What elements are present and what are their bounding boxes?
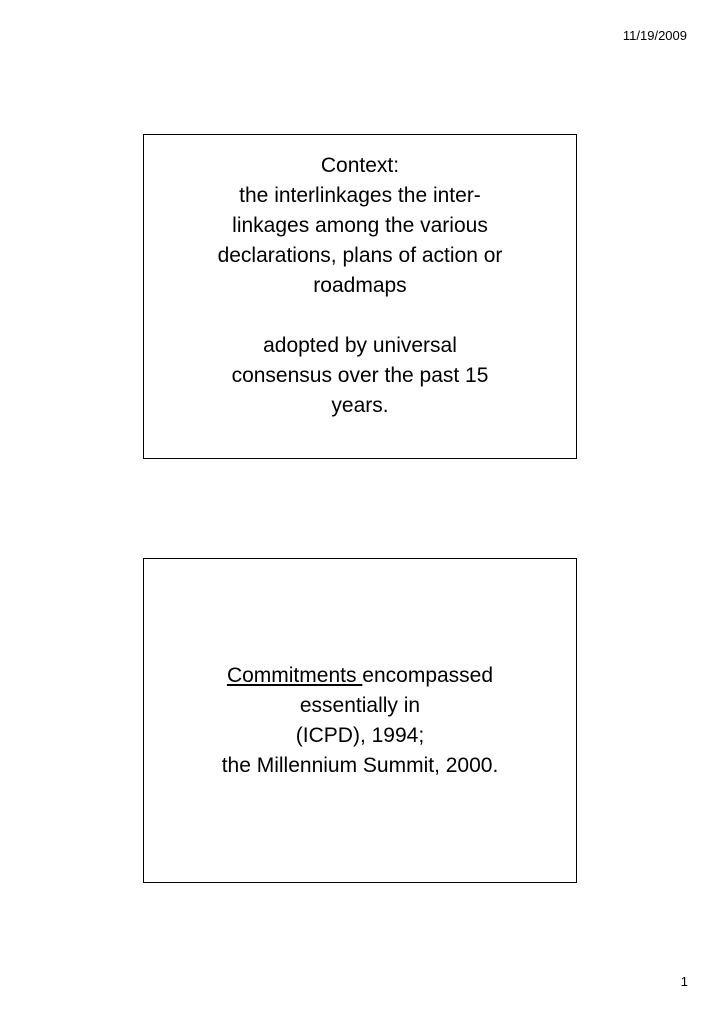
page-number: 1 bbox=[680, 974, 688, 989]
slide-1-line: declarations, plans of action or bbox=[217, 244, 503, 267]
slide-2 bbox=[143, 558, 577, 883]
slide-1-line: roadmaps bbox=[313, 274, 407, 297]
slide-2-line: the Millennium Summit, 2000. bbox=[221, 753, 499, 777]
slide-1 bbox=[143, 134, 577, 459]
slide-1-line: Context: bbox=[320, 154, 400, 177]
slide-2-line: (ICPD), 1994; bbox=[295, 723, 425, 747]
print-date: 11/19/2009 bbox=[622, 28, 687, 43]
slide-1-line: consensus over the past 15 bbox=[231, 364, 489, 387]
slide-2-first-line bbox=[227, 661, 493, 691]
slide-2-line: essentially in bbox=[299, 693, 421, 717]
slide-1-line: years. bbox=[331, 394, 389, 417]
slide-1-line: the interlinkages the inter- bbox=[239, 184, 481, 207]
slide-1-line: adopted by universal bbox=[263, 334, 457, 357]
commitments-underlined: Commitments bbox=[226, 663, 363, 687]
slide-1-line: linkages among the various bbox=[232, 214, 488, 237]
slide-2-first-line-rest: encompassed bbox=[362, 663, 494, 687]
